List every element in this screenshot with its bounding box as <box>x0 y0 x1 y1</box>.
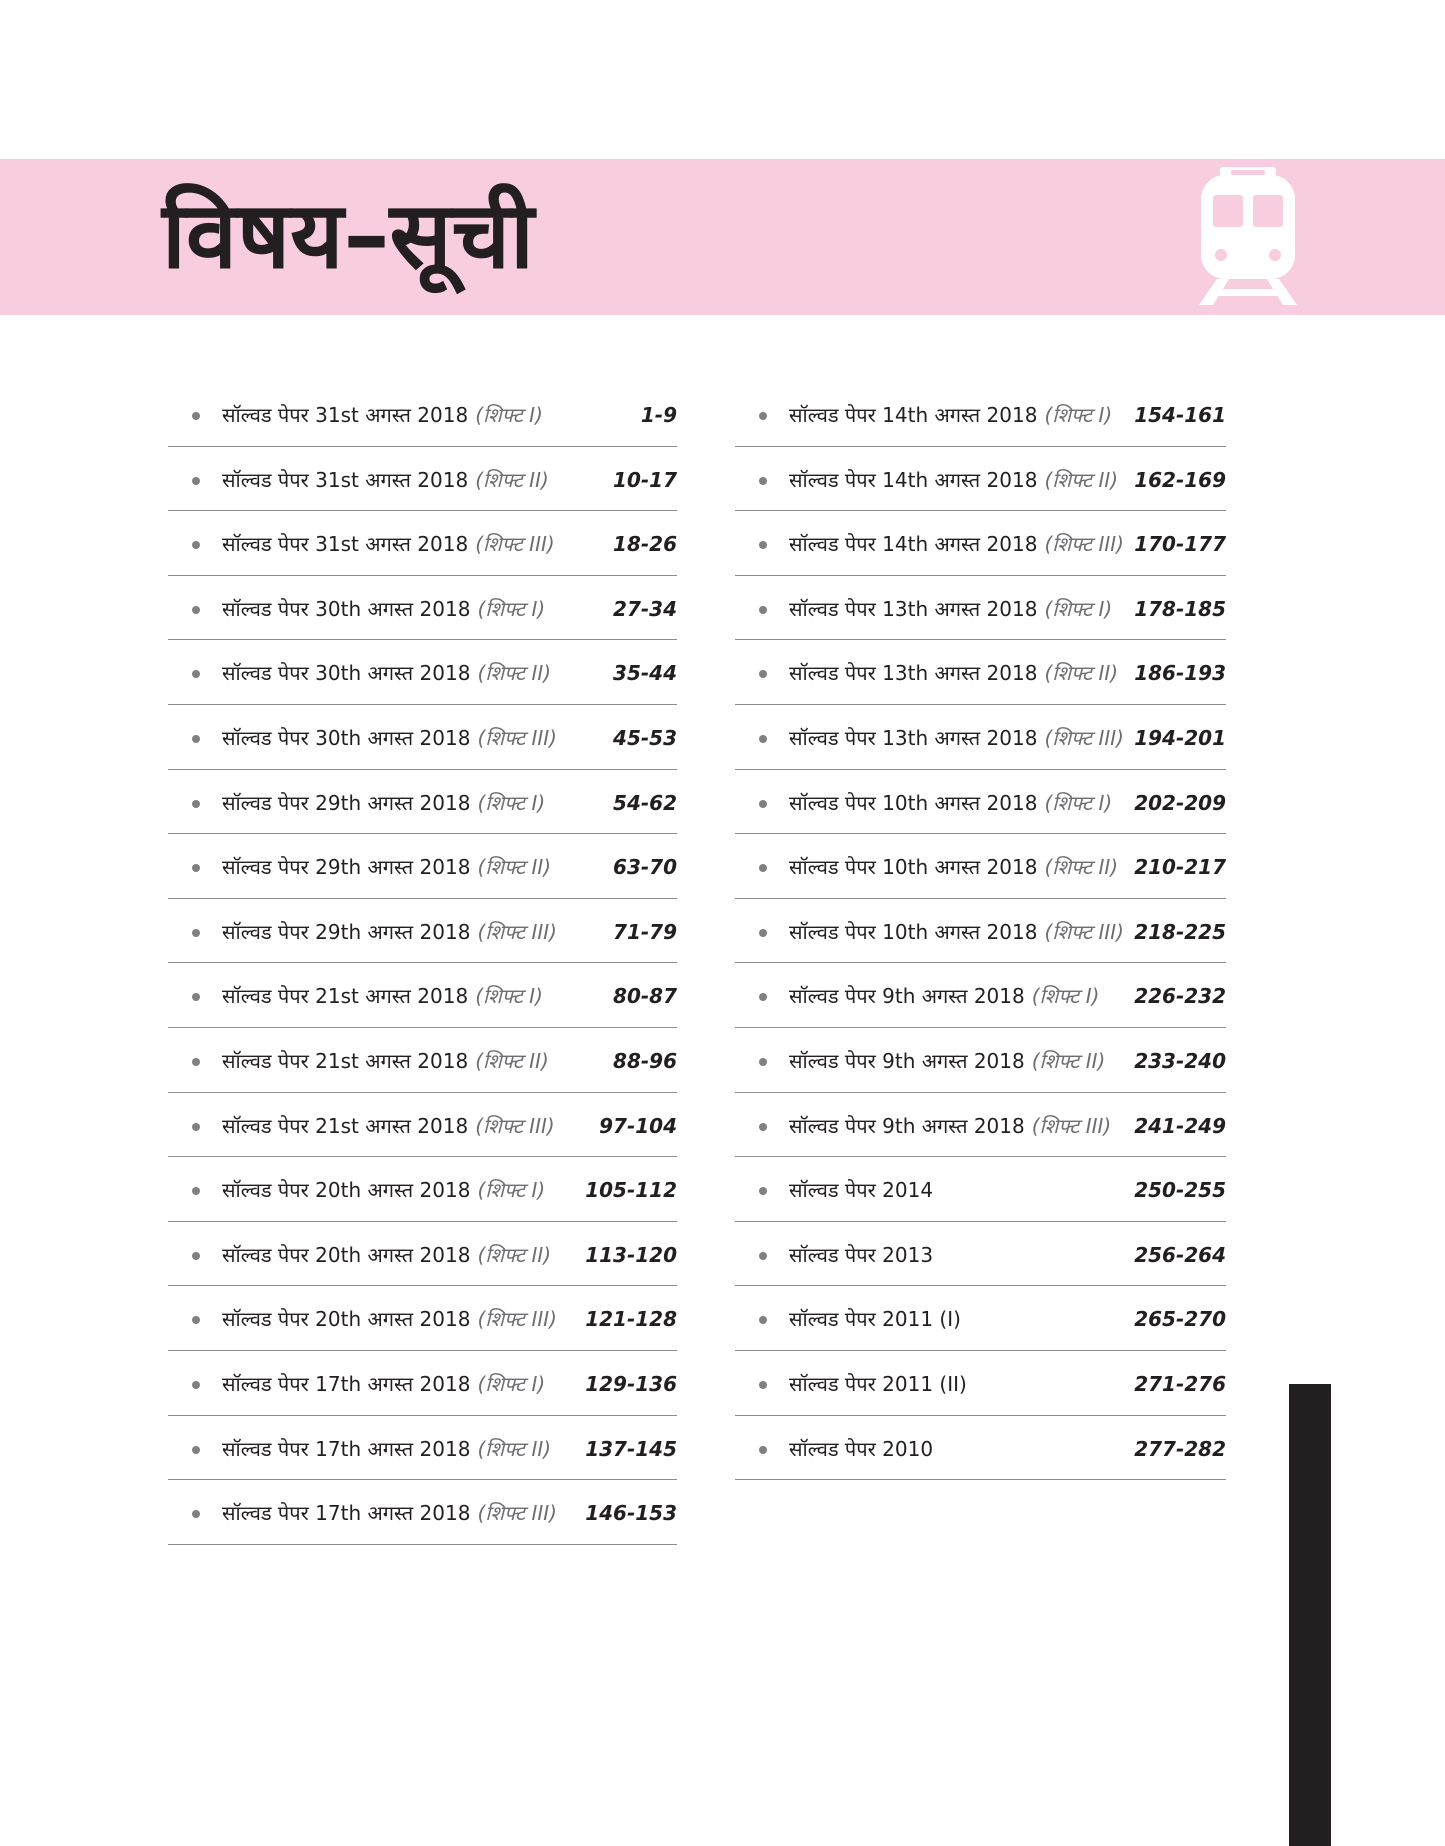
bullet-icon <box>192 412 200 420</box>
toc-entry <box>168 1351 677 1416</box>
toc-entry-shift: (शिफ्ट III) <box>477 725 557 750</box>
toc-entry-title: सॉल्वड पेपर 17th अगस्त 2018 <box>222 1501 471 1526</box>
toc-entry-shift: (शिफ्ट I) <box>477 1371 546 1396</box>
toc-entry-pages: 178-185 <box>1134 596 1226 621</box>
toc-entry-title: सॉल्वड पेपर 14th अगस्त 2018 <box>789 403 1038 427</box>
train-icon <box>1195 163 1301 311</box>
toc-entry-title: सॉल्वड पेपर 20th अगस्त 2018 <box>222 1242 471 1267</box>
toc-entry-title: सॉल्वड पेपर 17th अगस्त 2018 <box>222 1371 471 1396</box>
toc-entry-pages: 186-193 <box>1134 661 1226 686</box>
toc-entry <box>735 382 1226 447</box>
toc-entry-title: सॉल्वड पेपर 20th अगस्त 2018 <box>222 1307 471 1332</box>
toc-entry-label <box>222 1175 545 1205</box>
toc-entry-shift: (शिफ्ट I) <box>1044 790 1113 815</box>
toc-entry <box>168 1028 677 1093</box>
side-tab <box>1289 1384 1331 1846</box>
toc-entry-title: सॉल्वड पेपर 30th अगस्त 2018 <box>222 596 471 621</box>
toc-entry-title: सॉल्वड पेपर 9th अगस्त 2018 <box>789 1048 1025 1073</box>
bullet-icon <box>192 1446 200 1454</box>
bullet-icon <box>192 1510 200 1518</box>
toc-entry <box>168 770 677 835</box>
toc-entry-pages: 226-232 <box>1134 984 1226 1009</box>
bullet-icon <box>759 1123 767 1131</box>
toc-entry-title: सॉल्वड पेपर 30th अगस्त 2018 <box>222 661 471 686</box>
toc-entry <box>735 834 1226 899</box>
toc-entry-pages: 154-161 <box>1134 403 1226 427</box>
toc-entry-shift: (शिफ्ट III) <box>1044 919 1124 944</box>
toc-entry-pages: 202-209 <box>1134 790 1226 815</box>
bullet-icon <box>759 541 767 549</box>
toc-entry-label <box>222 465 549 495</box>
bullet-icon <box>192 1058 200 1066</box>
toc-entry <box>168 1157 677 1222</box>
toc-entry-label <box>789 465 1118 495</box>
toc-entry <box>735 899 1226 964</box>
toc-entry-label <box>222 1434 551 1464</box>
bullet-icon <box>192 670 200 678</box>
bullet-icon <box>192 864 200 872</box>
toc-entry-shift: (शिफ्ट II) <box>475 467 549 492</box>
toc-entry-title: सॉल्वड पेपर 2014 <box>789 1178 934 1203</box>
bullet-icon <box>759 606 767 614</box>
toc-entry-title: सॉल्वड पेपर 9th अगस्त 2018 <box>789 1113 1025 1138</box>
toc-entry-shift: (शिफ्ट II) <box>477 1436 552 1461</box>
toc-entry-shift: (शिफ्ट I) <box>477 790 546 815</box>
toc-entry-label <box>789 1434 933 1464</box>
toc-entry-pages: 1-9 <box>640 403 677 427</box>
toc-entry-pages: 241-249 <box>1134 1113 1226 1138</box>
bullet-icon <box>759 929 767 937</box>
bullet-icon <box>192 735 200 743</box>
toc-entry-pages: 271-276 <box>1134 1371 1226 1396</box>
toc-entry-label <box>789 981 1099 1011</box>
bullet-icon <box>192 1123 200 1131</box>
toc-entry-label <box>789 723 1124 753</box>
toc-entry-pages: 121-128 <box>585 1307 677 1332</box>
toc-entry <box>168 899 677 964</box>
bullet-icon <box>759 412 767 420</box>
toc-entry-shift: (शिफ्ट III) <box>1044 725 1124 750</box>
toc-entry <box>168 963 677 1028</box>
bullet-icon <box>192 606 200 614</box>
bullet-icon <box>759 477 767 485</box>
toc-entry-title: सॉल्वड पेपर 10th अगस्त 2018 <box>789 919 1038 944</box>
toc-entry-label <box>789 788 1112 818</box>
toc-entry <box>168 640 677 705</box>
toc-entry <box>735 1157 1226 1222</box>
bullet-icon <box>192 1187 200 1195</box>
toc-entry <box>735 640 1226 705</box>
toc-entry-pages: 63-70 <box>613 855 677 880</box>
toc-entry-label <box>222 1240 551 1270</box>
toc-entry <box>168 382 677 447</box>
toc-entry-shift: (शिफ्ट III) <box>477 919 557 944</box>
bullet-icon <box>759 1252 767 1260</box>
toc-entry <box>168 1416 677 1481</box>
bullet-icon <box>759 864 767 872</box>
toc-entry-label <box>789 594 1112 624</box>
bullet-icon <box>192 1316 200 1324</box>
toc-entry-shift: (शिफ्ट I) <box>477 1178 546 1203</box>
toc-entry-title: सॉल्वड पेपर 17th अगस्त 2018 <box>222 1436 471 1461</box>
bullet-icon <box>759 670 767 678</box>
toc-entry <box>735 1351 1226 1416</box>
toc-entry <box>735 963 1226 1028</box>
toc-entry-shift: (शिफ्ट II) <box>477 855 552 880</box>
toc-entry-shift: (शिफ्ट III) <box>475 532 555 557</box>
toc-entry-title: सॉल्वड पेपर 13th अगस्त 2018 <box>789 661 1038 686</box>
toc-entry-label <box>222 981 543 1011</box>
toc-entry-label <box>789 1369 967 1399</box>
bullet-icon <box>759 800 767 808</box>
toc-entry <box>735 1028 1226 1093</box>
toc-entry-title: सॉल्वड पेपर 31st अगस्त 2018 <box>222 467 469 492</box>
toc-entry-label <box>222 1046 549 1076</box>
toc-entry-title: सॉल्वड पेपर 31st अगस्त 2018 <box>222 403 469 427</box>
toc-entry-pages: 45-53 <box>613 725 677 750</box>
toc-entry-shift: (शिफ्ट II) <box>477 661 552 686</box>
toc-entry-pages: 71-79 <box>613 919 677 944</box>
toc-entry-title: सॉल्वड पेपर 2011 (II) <box>789 1371 967 1396</box>
toc-entry-pages: 146-153 <box>585 1501 677 1526</box>
toc-entry <box>168 834 677 899</box>
toc-entry-shift: (शिफ्ट III) <box>1044 532 1124 557</box>
bullet-icon <box>192 541 200 549</box>
toc-entry <box>168 1480 677 1545</box>
toc-entry-shift: (शिफ्ट I) <box>475 403 543 427</box>
toc-entry-title: सॉल्वड पेपर 13th अगस्त 2018 <box>789 596 1038 621</box>
toc-entry-shift: (शिफ्ट I) <box>1031 984 1100 1009</box>
toc-entry-title: सॉल्वड पेपर 30th अगस्त 2018 <box>222 725 471 750</box>
toc-entry-label <box>222 723 557 753</box>
toc-entry-shift: (शिफ्ट II) <box>1044 661 1119 686</box>
toc-entry-shift: (शिफ्ट II) <box>1044 467 1119 492</box>
bullet-icon <box>759 1381 767 1389</box>
toc-entry-label <box>789 917 1124 947</box>
toc-entry-label <box>222 594 545 624</box>
toc-entry-pages: 18-26 <box>613 532 677 557</box>
toc-entry-shift: (शिफ्ट III) <box>475 1113 555 1138</box>
toc-entry-pages: 129-136 <box>585 1371 677 1396</box>
toc-entry-label <box>222 1498 557 1528</box>
toc-entry <box>168 1093 677 1158</box>
toc-entry-pages: 137-145 <box>585 1436 677 1461</box>
toc-entry-label <box>222 788 545 818</box>
toc-entry-label <box>789 852 1118 882</box>
toc-entry-pages: 54-62 <box>613 790 677 815</box>
bullet-icon <box>759 735 767 743</box>
toc-entry-title: सॉल्वड पेपर 29th अगस्त 2018 <box>222 855 471 880</box>
toc-entry-shift: (शिफ्ट I) <box>1044 596 1113 621</box>
toc-entry-pages: 105-112 <box>585 1178 677 1203</box>
toc-entry <box>735 447 1226 512</box>
toc-left-column <box>168 382 677 1545</box>
toc-entry-shift: (शिफ्ट II) <box>1031 1048 1106 1073</box>
toc-entry-pages: 88-96 <box>613 1048 677 1073</box>
toc-entry-pages: 80-87 <box>613 984 677 1009</box>
toc-entry-pages: 256-264 <box>1134 1242 1226 1267</box>
toc-entry-shift: (शिफ्ट II) <box>475 1048 549 1073</box>
toc-entry-title: सॉल्वड पेपर 29th अगस्त 2018 <box>222 790 471 815</box>
toc-entry-pages: 113-120 <box>585 1242 677 1267</box>
toc-entry-label <box>789 529 1124 559</box>
bullet-icon <box>192 1252 200 1260</box>
toc-entry-title: सॉल्वड पेपर 10th अगस्त 2018 <box>789 855 1038 880</box>
toc-entry-pages: 250-255 <box>1134 1178 1226 1203</box>
bullet-icon <box>192 1381 200 1389</box>
toc-entry-label <box>789 1240 933 1270</box>
toc-entry-title: सॉल्वड पेपर 2013 <box>789 1242 934 1267</box>
toc-entry-label <box>222 658 551 688</box>
toc-entry-pages: 210-217 <box>1134 855 1226 880</box>
toc-entry-label <box>789 1175 933 1205</box>
bullet-icon <box>192 929 200 937</box>
toc-entry-label <box>789 400 1112 430</box>
toc-entry <box>735 1416 1226 1481</box>
toc-entry-shift: (शिफ्ट I) <box>477 596 546 621</box>
toc-entry <box>735 1286 1226 1351</box>
toc-entry-title: सॉल्वड पेपर 14th अगस्त 2018 <box>789 532 1038 557</box>
toc-entry <box>735 576 1226 641</box>
toc-entry-shift: (शिफ्ट III) <box>477 1307 557 1332</box>
toc-entry-label <box>222 400 543 430</box>
toc-entry-label <box>222 852 551 882</box>
toc-entry-pages: 10-17 <box>613 467 677 492</box>
toc-entry <box>168 1286 677 1351</box>
toc-entry-title: सॉल्वड पेपर 21st अगस्त 2018 <box>222 1048 469 1073</box>
toc-entry-pages: 35-44 <box>613 661 677 686</box>
toc-entry-label <box>222 1369 545 1399</box>
toc-entry <box>168 576 677 641</box>
toc-entry-title: सॉल्वड पेपर 20th अगस्त 2018 <box>222 1178 471 1203</box>
toc-entry-shift: (शिफ्ट I) <box>475 984 543 1009</box>
toc-entry-title: सॉल्वड पेपर 21st अगस्त 2018 <box>222 1113 469 1138</box>
toc-entry-title: सॉल्वड पेपर 14th अगस्त 2018 <box>789 467 1038 492</box>
toc-entry-label <box>222 529 555 559</box>
toc-entry <box>168 705 677 770</box>
toc-entry-label <box>789 658 1118 688</box>
toc-entry-title: सॉल्वड पेपर 2011 (I) <box>789 1307 961 1332</box>
toc-entry-label <box>222 1111 555 1141</box>
toc-entry-pages: 170-177 <box>1134 532 1226 557</box>
bullet-icon <box>192 993 200 1001</box>
toc-right-column <box>735 382 1226 1480</box>
toc-entry <box>735 705 1226 770</box>
toc-entry-pages: 27-34 <box>613 596 677 621</box>
toc-entry-label <box>222 1304 557 1334</box>
toc-entry-pages: 277-282 <box>1134 1436 1226 1461</box>
toc-entry-title: सॉल्वड पेपर 29th अगस्त 2018 <box>222 919 471 944</box>
toc-entry-title: सॉल्वड पेपर 21st अगस्त 2018 <box>222 984 469 1009</box>
toc-entry-pages: 233-240 <box>1134 1048 1226 1073</box>
toc-entry-pages: 265-270 <box>1134 1307 1226 1332</box>
toc-entry <box>168 1222 677 1287</box>
toc-entry-shift: (शिफ्ट III) <box>1031 1113 1112 1138</box>
toc-entry-title: सॉल्वड पेपर 2010 <box>789 1436 934 1461</box>
bullet-icon <box>759 1058 767 1066</box>
toc-entry-shift: (शिफ्ट II) <box>477 1242 552 1267</box>
toc-entry-title: सॉल्वड पेपर 13th अगस्त 2018 <box>789 725 1038 750</box>
toc-entry-pages: 194-201 <box>1134 725 1226 750</box>
toc-entry <box>735 770 1226 835</box>
toc-entry-label <box>789 1111 1111 1141</box>
toc-entry-title: सॉल्वड पेपर 9th अगस्त 2018 <box>789 984 1025 1009</box>
toc-entry <box>735 511 1226 576</box>
toc-entry-title: सॉल्वड पेपर 10th अगस्त 2018 <box>789 790 1038 815</box>
toc-entry <box>735 1093 1226 1158</box>
toc-entry-pages: 97-104 <box>599 1113 677 1138</box>
bullet-icon <box>192 477 200 485</box>
toc-entry-label <box>789 1304 961 1334</box>
bullet-icon <box>759 1187 767 1195</box>
toc-entry-pages: 162-169 <box>1134 467 1226 492</box>
toc-entry-label <box>789 1046 1105 1076</box>
toc-entry-pages: 218-225 <box>1134 919 1226 944</box>
toc-entry-title: सॉल्वड पेपर 31st अगस्त 2018 <box>222 532 469 557</box>
toc-entry-shift: (शिफ्ट I) <box>1044 403 1113 427</box>
bullet-icon <box>192 800 200 808</box>
bullet-icon <box>759 1316 767 1324</box>
bullet-icon <box>759 1446 767 1454</box>
toc-entry-shift: (शिफ्ट II) <box>1044 855 1119 880</box>
toc-entry-shift: (शिफ्ट III) <box>477 1501 557 1526</box>
bullet-icon <box>759 993 767 1001</box>
toc-entry <box>735 1222 1226 1287</box>
page-title: विषय–सूची <box>162 182 534 289</box>
toc-entry <box>168 511 677 576</box>
toc-entry-label <box>222 917 557 947</box>
toc-entry <box>168 447 677 512</box>
